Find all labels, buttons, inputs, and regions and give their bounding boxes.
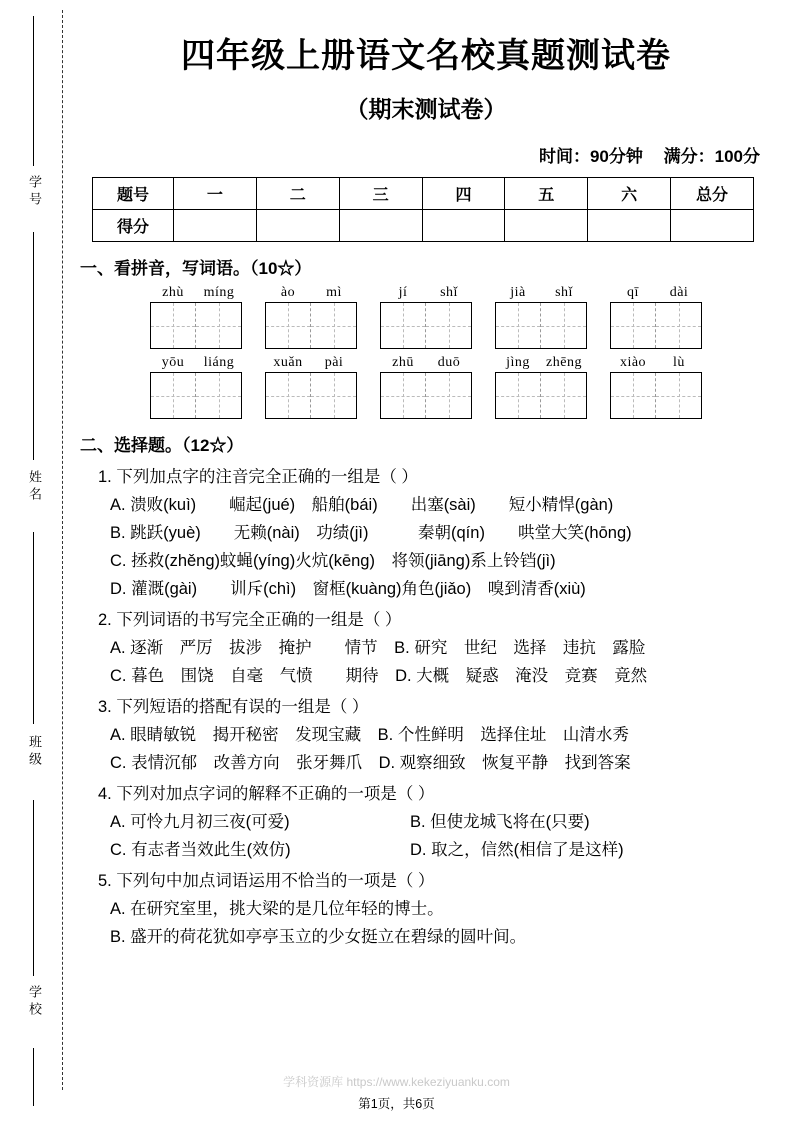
score-table [92, 177, 754, 242]
pinyin-group [265, 285, 357, 301]
answer-box-group[interactable] [610, 372, 702, 419]
pinyin-label: yōu [161, 355, 185, 370]
tianzige-cell[interactable] [266, 303, 311, 348]
table-row [93, 210, 754, 242]
margin-divider-4 [33, 800, 34, 976]
score-cell-0[interactable] [174, 210, 257, 242]
pinyin-label: zhù [162, 285, 184, 300]
score-table-col-0: 一 [174, 178, 257, 210]
pinyin-group [150, 285, 242, 301]
tianzige-cell[interactable] [311, 303, 356, 348]
tianzige-cell[interactable] [381, 373, 426, 418]
question-3-option-cd[interactable]: C. 表情沉郁 改善方向 张牙舞爪 D. 观察细致 恢复平静 找到答案 [110, 754, 631, 772]
score-table-row-label-0: 题号 [93, 178, 174, 210]
score-table-col-3: 四 [422, 178, 505, 210]
margin-divider-3 [33, 532, 34, 724]
pinyin-label: zhēng [546, 355, 582, 370]
tianzige-row-1 [150, 302, 776, 349]
tianzige-cell[interactable] [541, 373, 586, 418]
pinyin-label: shǐ [555, 285, 573, 300]
tianzige-cell[interactable] [541, 303, 586, 348]
pinyin-label: pài [324, 355, 344, 370]
score-table-col-6: 总分 [671, 178, 754, 210]
tianzige-cell[interactable] [496, 303, 541, 348]
pinyin-label: dài [669, 285, 689, 300]
pinyin-label: jí [398, 285, 408, 300]
answer-box-group[interactable] [265, 302, 357, 349]
pinyin-group [610, 285, 702, 301]
question-stem-2: 2. 下列词语的书写完全正确的一组是（ ） [98, 611, 402, 629]
margin-divider-2 [33, 232, 34, 460]
tianzige-cell[interactable] [611, 303, 656, 348]
pinyin-label: ào [280, 285, 296, 300]
pinyin-group [380, 355, 472, 371]
margin-label-xingming: 姓名 [27, 470, 42, 504]
tianzige-cell[interactable] [196, 303, 241, 348]
margin-label-banji: 班级 [27, 735, 42, 769]
question-stem-3: 3. 下列短语的搭配有误的一组是（ ） [98, 698, 369, 716]
tianzige-cell[interactable] [611, 373, 656, 418]
tianzige-cell[interactable] [151, 303, 196, 348]
tianzige-cell[interactable] [426, 373, 471, 418]
page-footer: 第1页，共6页 [358, 1097, 435, 1111]
table-row [93, 178, 754, 210]
score-cell-4[interactable] [505, 210, 588, 242]
score-table-col-5: 六 [588, 178, 671, 210]
question-4-option-a[interactable]: A. 可怜九月初三夜(可爱) [110, 813, 290, 831]
pinyin-group [610, 355, 702, 371]
pinyin-label: qī [627, 285, 639, 300]
tianzige-row-2 [150, 372, 776, 419]
pinyin-label: shǐ [440, 285, 458, 300]
pinyin-group [495, 285, 587, 301]
pinyin-group [380, 285, 472, 301]
pinyin-row-1 [150, 285, 776, 301]
answer-box-group[interactable] [495, 372, 587, 419]
answer-box-group[interactable] [495, 302, 587, 349]
exam-time: 时间：90分钟 [538, 147, 643, 166]
question-1-option-d[interactable]: D. 灌溉(gài) 训斥(chì) 窗框(kuàng)角色(jiǎo) 嗅到清香(xiù) [110, 580, 586, 598]
section1-heading: 一、看拼音，写词语。（10☆） [80, 259, 312, 278]
answer-box-group[interactable] [380, 302, 472, 349]
tianzige-cell[interactable] [496, 373, 541, 418]
tianzige-cell[interactable] [311, 373, 356, 418]
margin-label-xuexiao: 学校 [27, 985, 42, 1019]
question-1-option-c[interactable]: C. 拯救(zhěng)蚊蝇(yíng)火炕(kēng) 将领(jiāng)系上铃铛(jì) [110, 552, 556, 570]
pinyin-label: duō [437, 355, 461, 370]
answer-box-group[interactable] [150, 372, 242, 419]
pinyin-label: mì [326, 285, 342, 300]
question-5-option-a[interactable]: A. 在研究室里，挑大梁的是几位年轻的博士。 [110, 900, 444, 918]
answer-box-group[interactable] [265, 372, 357, 419]
pinyin-label: míng [203, 285, 235, 300]
pinyin-group [495, 355, 587, 371]
page-subtitle: （期末测试卷） [345, 96, 507, 122]
tianzige-cell[interactable] [266, 373, 311, 418]
question-4-option-d[interactable]: D. 取之，信然(相信了是这样) [410, 841, 624, 859]
tianzige-cell[interactable] [196, 373, 241, 418]
question-1-option-b[interactable]: B. 跳跃(yuè) 无赖(nài) 功绩(jì) 秦朝(qín) 哄堂大笑(hōng) [110, 524, 632, 542]
pinyin-group [150, 355, 242, 371]
question-4-option-row-1 [110, 808, 776, 832]
margin-divider-1 [33, 16, 34, 166]
pinyin-group [265, 355, 357, 371]
pinyin-label: xiào [619, 355, 647, 370]
pinyin-label: jìng [506, 355, 530, 370]
score-table-col-2: 三 [339, 178, 422, 210]
exam-paper [76, 0, 776, 1122]
score-cell-5[interactable] [588, 210, 671, 242]
pinyin-label: jià [510, 285, 526, 300]
tianzige-cell[interactable] [426, 303, 471, 348]
page-title: 四年级上册语文名校真题测试卷 [181, 37, 671, 75]
score-cell-6[interactable] [671, 210, 754, 242]
score-table-row-label-1: 得分 [93, 210, 174, 242]
pinyin-label: lù [673, 355, 685, 370]
tianzige-cell[interactable] [656, 303, 701, 348]
question-4-option-c[interactable]: C. 有志者当效此生(效仿) [110, 841, 291, 859]
fold-dashed-line [62, 10, 63, 1090]
exam-full-score: 满分：100分 [663, 147, 760, 166]
pinyin-label: zhū [392, 355, 414, 370]
question-2-option-cd[interactable]: C. 暮色 围饶 自毫 气愤 期待 D. 大概 疑惑 淹没 竞赛 竟然 [110, 667, 648, 685]
score-cell-3[interactable] [422, 210, 505, 242]
tianzige-cell[interactable] [381, 303, 426, 348]
question-4-option-row-2 [110, 836, 776, 860]
answer-box-group[interactable] [150, 302, 242, 349]
question-5-option-b[interactable]: B. 盛开的荷花犹如亭亭玉立的少女挺立在碧绿的圆叶间。 [110, 928, 527, 946]
question-3-option-ab[interactable]: A. 眼睛敏锐 揭开秘密 发现宝藏 B. 个性鲜明 选择住址 山清水秀 [110, 726, 629, 744]
pinyin-label: liáng [203, 355, 235, 370]
question-stem-4: 4. 下列对加点字词的解释不正确的一项是（ ） [98, 785, 435, 803]
exam-meta [76, 142, 776, 167]
score-cell-2[interactable] [339, 210, 422, 242]
margin-label-xuehao: 学号 [27, 175, 42, 209]
question-stem-5: 5. 下列句中加点词语运用不恰当的一项是（ ） [98, 872, 435, 890]
question-2-option-ab[interactable]: A. 逐渐 严厉 拔涉 掩护 情节 B. 研究 世纪 选择 违抗 露脸 [110, 639, 646, 657]
score-cell-1[interactable] [256, 210, 339, 242]
tianzige-cell[interactable] [656, 373, 701, 418]
watermark: 学科资源库 https://www.kekeziyuanku.com [283, 1075, 510, 1089]
question-1-option-a[interactable]: A. 溃败(kuì) 崛起(jué) 船舶(bái) 出塞(sài) 短小精悍(gàn) [110, 496, 614, 514]
pinyin-row-2 [150, 355, 776, 371]
score-table-col-4: 五 [505, 178, 588, 210]
answer-box-group[interactable] [380, 372, 472, 419]
left-margin-strip [0, 0, 72, 1122]
question-stem-1: 1. 下列加点字的注音完全正确的一组是（ ） [98, 468, 418, 486]
score-table-col-1: 二 [256, 178, 339, 210]
answer-box-group[interactable] [610, 302, 702, 349]
pinyin-label: xuǎn [273, 355, 303, 370]
question-4-option-b[interactable]: B. 但使龙城飞将在(只要) [410, 813, 590, 831]
section2-heading: 二、选择题。（12☆） [80, 436, 244, 455]
tianzige-cell[interactable] [151, 373, 196, 418]
